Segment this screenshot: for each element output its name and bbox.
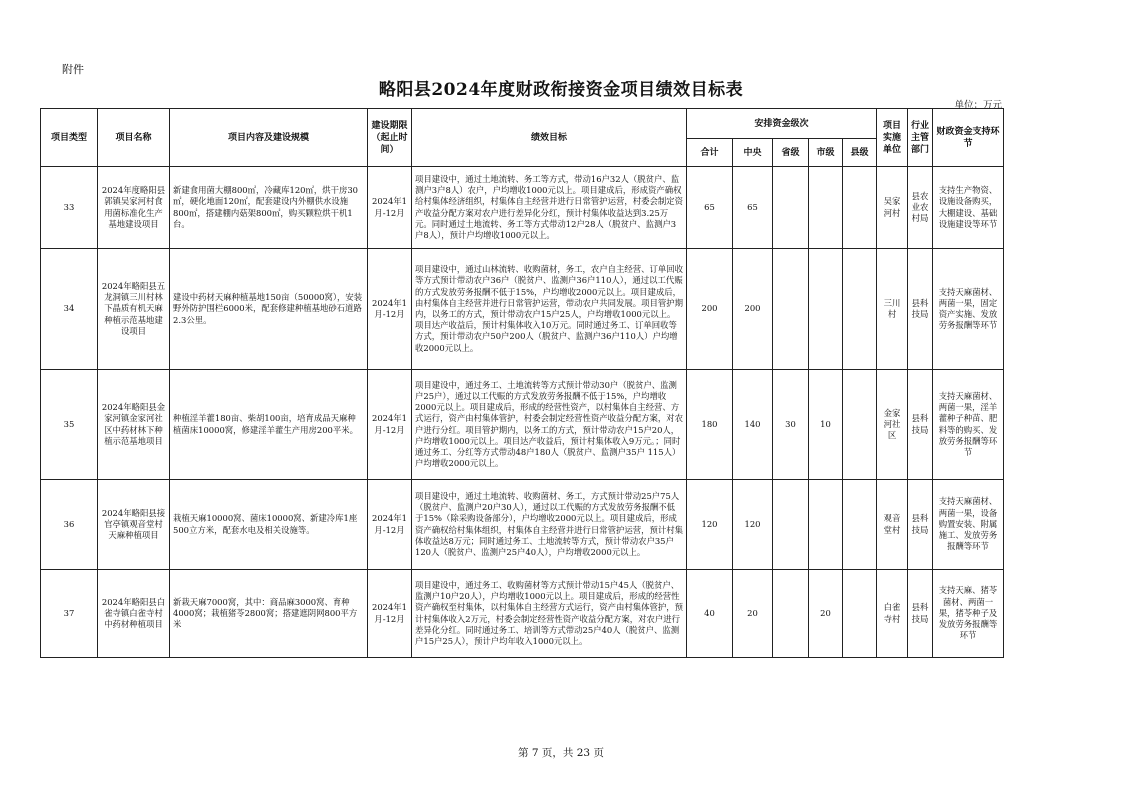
- performance-table: [40, 108, 1004, 658]
- cell-province: 30: [773, 370, 809, 480]
- cell-period: 2024年1月-12月: [368, 370, 412, 480]
- cell-unit-impl: 金家河社区: [877, 370, 908, 480]
- cell-city: [809, 480, 843, 570]
- header-county: 县级: [843, 139, 877, 167]
- cell-content: 新栽天麻7000窝，其中：商品麻3000窝、育种4000窝；栽植猪苓2800窝；搭建遮阴网800平方米: [170, 570, 368, 658]
- cell-goal: 项目建设中，通过土地流转、收购菌材、务工，方式预计带动25户75人（脱贫户、监测户20户30人），通过以工代赈的方式发放劳务报酬不低于15%（除采购设备部分），户均增收2000元以上。项目建成后，形成资产确权给村集体组织，村集体自主经营并进行日常管护运营，预计村集体收益达8万元；同时通过务工、土地流转等方式，预计带动农户35户120人（脱贫户、监测户25户40人），户均增收2000元以上。: [412, 480, 687, 570]
- cell-central: 120: [733, 480, 773, 570]
- table-row: [41, 167, 1004, 249]
- cell-content: 新建食用菌大棚800㎡，冷藏库120㎡，烘干房30㎡，硬化地面120㎡，配套建设内外棚供水设施800㎡，搭建棚内菇架800㎡，购买颗粒烘干机1台。: [170, 167, 368, 249]
- cell-total: 40: [687, 570, 733, 658]
- cell-city: [809, 167, 843, 249]
- table-row: [41, 370, 1004, 480]
- cell-county: [843, 249, 877, 370]
- attachment-label: 附件: [62, 63, 84, 76]
- cell-county: [843, 370, 877, 480]
- cell-goal: 项目建设中，通过务工、土地流转等方式预计带动30户（脱贫户、监测户25户），通过以工代赈的方式发放劳务报酬不低于15%，户均增收2000元以上。项目建成后，形成的经营性资产，以村集体自主经营、方式运行，资产由村集体管护，村委会制定经营性资产收益分配方案，对农户进行分红。项目管护期内，以务工的方式，预计带动农户15户20人，户均增收1000元以上。项目达产收益后，预计村集体收入9万元。；同时通过务工、分红等方式带动48户180人（脱贫户、监测户35户 115人）户均增收2000元以上。: [412, 370, 687, 480]
- cell-province: [773, 167, 809, 249]
- header-dept: 行业主管部门: [908, 109, 933, 167]
- cell-central: 20: [733, 570, 773, 658]
- cell-unit-impl: 吴家河村: [877, 167, 908, 249]
- cell-dept: 县农业农村局: [908, 167, 933, 249]
- header-province: 省级: [773, 139, 809, 167]
- cell-unit-impl: 白雀寺村: [877, 570, 908, 658]
- cell-county: [843, 167, 877, 249]
- cell-name: 2024年度略阳县郭镇吴家河村食用菌标准化生产基地建设项目: [98, 167, 170, 249]
- header-unit-impl: 项目实施单位: [877, 109, 908, 167]
- table-row: [41, 480, 1004, 570]
- cell-content: 种植淫羊藿180亩、柴胡100亩，培育成品天麻种植菌床10000窝，修建淫羊藿生产用房200平米。: [170, 370, 368, 480]
- cell-province: [773, 480, 809, 570]
- page-title: 略阳县2024年度财政衔接资金项目绩效目标表: [378, 80, 744, 100]
- cell-name: 2024年略阳县白雀寺镇白雀寺村中药材种植项目: [98, 570, 170, 658]
- cell-name: 2024年略阳县金家河镇金家河社区中药材林下种植示范基地项目: [98, 370, 170, 480]
- cell-total: 120: [687, 480, 733, 570]
- cell-period: 2024年1月-12月: [368, 249, 412, 370]
- cell-name: 2024年略阳县五龙洞镇三川村林下晶质有机天麻种植示范基地建设项目: [98, 249, 170, 370]
- cell-province: [773, 570, 809, 658]
- cell-dept: 县科技局: [908, 480, 933, 570]
- cell-province: [773, 249, 809, 370]
- cell-unit-impl: 三川村: [877, 249, 908, 370]
- cell-support: 支持天麻菌材、两菌一果，淫羊藿种子种苗、肥料等的购买、发放劳务报酬等环节: [933, 370, 1004, 480]
- cell-type: 33: [41, 167, 98, 249]
- cell-content: 栽植天麻10000窝、菌床10000窝、新建冷库1座500立方米，配套水电及相关设施等。: [170, 480, 368, 570]
- cell-county: [843, 480, 877, 570]
- page-number: 第 7 页，共 23 页: [518, 747, 604, 759]
- header-period: 建设期限（起止时间）: [368, 109, 412, 167]
- cell-dept: 县科技局: [908, 570, 933, 658]
- cell-period: 2024年1月-12月: [368, 570, 412, 658]
- cell-total: 65: [687, 167, 733, 249]
- cell-type: 35: [41, 370, 98, 480]
- cell-dept: 县科技局: [908, 370, 933, 480]
- table-row: [41, 249, 1004, 370]
- cell-city: 20: [809, 570, 843, 658]
- cell-total: 180: [687, 370, 733, 480]
- cell-goal: 项目建设中，通过土地流转、务工等方式，带动16户32人（脱贫户、监测户3户8人）农户，户均增收1000元以上。项目建成后，形成资产确权给村集体经济组织，村集体自主经营并进行日常管护运营，村委会制定资产收益分配方案对农户进行差异化分红，预计村集体收益达到3.25万元。同时通过土地流转、务工等方式带动12户28人（脱贫户、监测户3户8人），预计户均增收1000元以上。: [412, 167, 687, 249]
- cell-central: 200: [733, 249, 773, 370]
- header-total: 合计: [687, 139, 733, 167]
- cell-dept: 县科技局: [908, 249, 933, 370]
- cell-goal: 项目建设中，通过山林流转、收购菌材，务工，农户自主经营、订单回收等方式预计带动农户36户（脱贫户、监测户36户110人），通过以工代赈的方式发放劳务报酬不低于15%，户均增收2000元以上。项目建成后，由村集体自主经营并进行日常管护运营，带动农户共同发展。项目管护期内，以务工的方式，预计带动农户15户25人，户均增收1000元以上。项目达产收益后，预计村集体收入10万元。同时通过务工、订单回收等方式，预计带动农户50户200人（脱贫户、监测户36户110人）户均增收2000元以上。: [412, 249, 687, 370]
- cell-name: 2024年略阳县接官亭镇观音堂村天麻种植项目: [98, 480, 170, 570]
- cell-period: 2024年1月-12月: [368, 167, 412, 249]
- header-type: 项目类型: [41, 109, 98, 167]
- header-content: 项目内容及建设规模: [170, 109, 368, 167]
- header-central: 中央: [733, 139, 773, 167]
- cell-total: 200: [687, 249, 733, 370]
- header-funds: 安排资金级次: [687, 109, 877, 139]
- cell-city: 10: [809, 370, 843, 480]
- cell-type: 34: [41, 249, 98, 370]
- cell-city: [809, 249, 843, 370]
- cell-support: 支持天麻、猪苓菌材、两菌一果，猪苓种子及发放劳务报酬等环节: [933, 570, 1004, 658]
- header-support: 财政资金支持环节: [933, 109, 1004, 167]
- table-row: [41, 570, 1004, 658]
- cell-goal: 项目建设中，通过务工、收购菌材等方式预计带动15户45人（脱贫户、监测户10户20人），户均增收1000元以上。项目建成后，形成的经营性资产确权至村集体，以村集体自主经营方式运行，资产由村集体管护，预计村集体收入2万元，村委会制定经营性资产收益分配方案，对农户进行差异化分红。同时通过务工、培训等方式带动25户40人（脱贫户、监测户15户25人），预计户均年收入1000元以上。: [412, 570, 687, 658]
- header-city: 市级: [809, 139, 843, 167]
- cell-unit-impl: 观音堂村: [877, 480, 908, 570]
- cell-type: 36: [41, 480, 98, 570]
- header-name: 项目名称: [98, 109, 170, 167]
- cell-support: 支持生产物资、设施设备购买，大棚建设、基础设施建设等环节: [933, 167, 1004, 249]
- cell-period: 2024年1月-12月: [368, 480, 412, 570]
- cell-support: 支持天麻菌材、两菌一果，设备购置安装、附属施工、发放劳务报酬等环节: [933, 480, 1004, 570]
- cell-type: 37: [41, 570, 98, 658]
- cell-county: [843, 570, 877, 658]
- cell-central: 65: [733, 167, 773, 249]
- cell-support: 支持天麻菌材、两菌一果，固定资产实施、发放劳务报酬等环节: [933, 249, 1004, 370]
- unit-label: 单位：万元: [954, 100, 1002, 111]
- cell-central: 140: [733, 370, 773, 480]
- cell-content: 建设中药材天麻种植基地150亩（50000窝），安装野外防护围栏6000米，配套修建种植基地砂石道路2.3公里。: [170, 249, 368, 370]
- header-goal: 绩效目标: [412, 109, 687, 167]
